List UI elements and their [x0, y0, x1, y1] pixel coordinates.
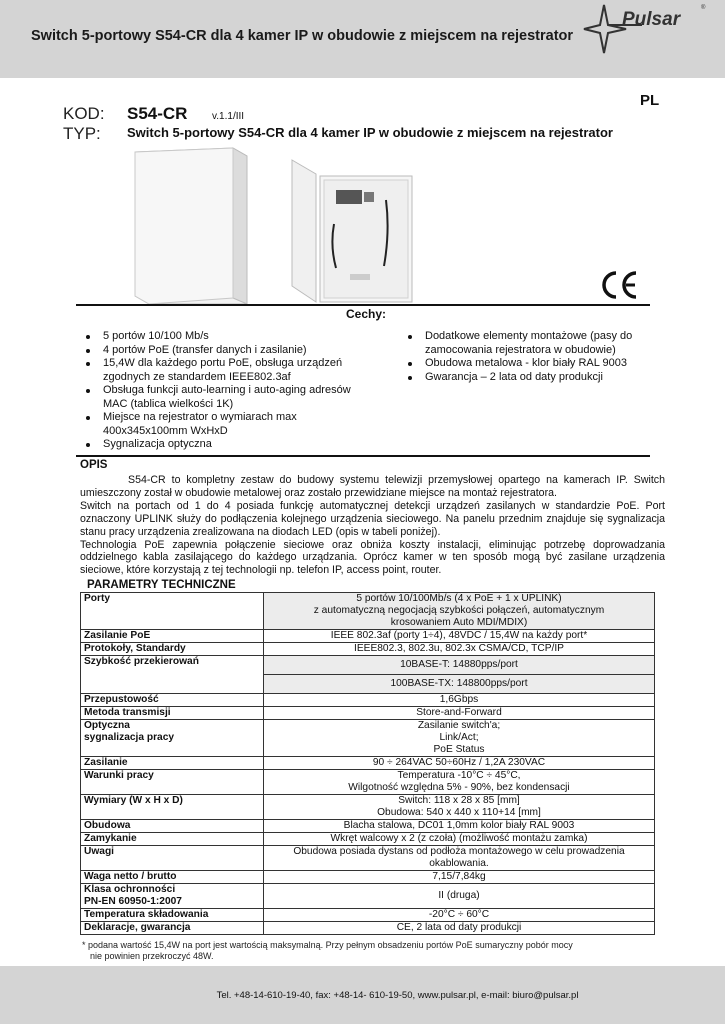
param-value: CE, 2 lata od daty produkcji	[264, 922, 655, 935]
enclosure-closed-image	[133, 146, 249, 306]
param-value	[264, 770, 655, 795]
param-key: Obudowa	[81, 820, 264, 833]
table-row	[81, 909, 655, 922]
feature-item: Miejsce na rejestrator o wymiarach max 400x345x100mm WxHxD	[83, 411, 373, 438]
param-key-line: Optyczna	[84, 720, 130, 731]
param-value-line: z automatyczną negocjacją szybkości połączeń, automatycznym	[313, 605, 605, 616]
param-value-line: Temperatura -10°C ÷ 45°C,	[397, 770, 521, 781]
header-band	[0, 0, 725, 78]
table-row	[81, 643, 655, 656]
param-key: Temperatura składowania	[81, 909, 264, 922]
param-value: Blacha stalowa, DC01 1,0mm kolor biały RAL 9003	[264, 820, 655, 833]
footer-contact: Tel. +48-14-610-19-40, fax: +48-14- 610-19-50, www.pulsar.pl, e-mail: biuro@pulsar.pl	[216, 990, 579, 1001]
typ-value: Switch 5-portowy S54-CR dla 4 kamer IP w obudowie z miejscem na rejestrator	[127, 125, 613, 140]
param-value: 1,6Gbps	[264, 694, 655, 707]
param-value-line: Obudowa posiada dystans od podłoża montażowego w celu prowadzenia	[293, 846, 625, 857]
param-key-line: PN-EN 60950-1:2007	[84, 896, 182, 907]
param-key-line: Klasa ochronności	[84, 884, 176, 895]
param-value: IEEE 802.3af (porty 1÷4), 48VDC / 15,4W na każdy port*	[264, 630, 655, 643]
param-key: Zasilanie PoE	[81, 630, 264, 643]
footnote-line: * podana wartość 15,4W na port jest wartością maksymalną. Przy pełnym obsadzeniu portów PoE sumaryczny pobór mocy	[82, 940, 573, 950]
param-key-line: sygnalizacja pracy	[84, 732, 175, 743]
table-row	[81, 757, 655, 770]
param-key: Zasilanie	[81, 757, 264, 770]
table-row	[81, 820, 655, 833]
features-title: Cechy:	[346, 307, 387, 321]
divider-middle	[76, 455, 650, 457]
param-key: Porty	[81, 593, 264, 630]
param-value: II (druga)	[264, 884, 655, 909]
param-value: IEEE802.3, 802.3u, 802.3x CSMA/CD, TCP/IP	[264, 643, 655, 656]
param-key: Warunki pracy	[81, 770, 264, 795]
ce-mark-icon	[600, 270, 640, 300]
feature-item: Gwarancja – 2 lata od daty produkcji	[405, 371, 655, 385]
param-value	[264, 846, 655, 871]
feature-item: Obudowa metalowa - klor biały RAL 9003	[405, 357, 655, 371]
table-row	[81, 871, 655, 884]
version: v.1.1/III	[212, 111, 245, 122]
kod-label: KOD:	[63, 104, 105, 123]
table-row	[81, 833, 655, 846]
registered-mark: ®	[701, 5, 706, 11]
table-row	[81, 593, 655, 630]
features-left-list	[83, 330, 373, 452]
pulsar-logo	[582, 3, 712, 55]
param-value-line: Obudowa: 540 x 440 x 110+14 [mm]	[377, 807, 541, 818]
param-key: Protokoły, Standardy	[81, 643, 264, 656]
feature-item: Sygnalizacja optyczna	[83, 438, 373, 452]
kod-value: S54-CR	[127, 104, 188, 123]
feature-item: 4 portów PoE (transfer danych i zasilanie)	[83, 344, 373, 358]
table-row	[81, 846, 655, 871]
param-value-line: Zasilanie switch'a;	[417, 720, 501, 731]
table-row	[81, 720, 655, 757]
footer-band	[0, 966, 725, 1024]
param-value: 10BASE-T: 14880pps/port	[264, 656, 655, 675]
table-row	[81, 922, 655, 935]
params-table	[80, 592, 655, 935]
param-key: Przepustowość	[81, 694, 264, 707]
param-key: Wymiary (W x H x D)	[81, 795, 264, 820]
table-row	[81, 707, 655, 720]
table-row	[81, 630, 655, 643]
enclosure-open-image	[290, 156, 416, 304]
param-value-line: Link/Act;	[439, 732, 479, 743]
params-title: PARAMETRY TECHNICZNE	[87, 579, 236, 591]
param-value: 7,15/7,84kg	[264, 871, 655, 884]
param-value-line: 5 portów 10/100Mb/s (4 x PoE + 1 x UPLINK)	[356, 593, 562, 604]
param-key	[81, 884, 264, 909]
logo-text: Pulsar	[622, 9, 681, 30]
param-value-line: PoE Status	[433, 744, 485, 755]
param-value-line: Switch: 118 x 28 x 85 [mm]	[398, 795, 520, 806]
param-value: Store-and-Forward	[264, 707, 655, 720]
param-key: Zamykanie	[81, 833, 264, 846]
param-value-line: Wilgotność względna 5% - 90%, bez kondensacji	[348, 782, 570, 793]
opis-title: OPIS	[80, 459, 108, 471]
footnote	[82, 940, 662, 962]
divider-top	[76, 304, 650, 306]
param-value: -20°C ÷ 60°C	[264, 909, 655, 922]
param-value: 100BASE-TX: 148800pps/port	[264, 675, 655, 694]
opis-body	[80, 474, 665, 577]
param-key: Waga netto / brutto	[81, 871, 264, 884]
param-key: Uwagi	[81, 846, 264, 871]
param-key: Deklaracje, gwarancja	[81, 922, 264, 935]
param-key: Metoda transmisji	[81, 707, 264, 720]
param-value	[264, 795, 655, 820]
table-row	[81, 884, 655, 909]
param-value	[264, 593, 655, 630]
header-title: Switch 5-portowy S54-CR dla 4 kamer IP w obudowie z miejscem na rejestrator	[31, 28, 574, 44]
feature-item: Obsługa funkcji auto-learning i auto-aging adresów MAC (tablica wielkości 1K)	[83, 384, 373, 411]
table-row	[81, 795, 655, 820]
param-value: 90 ÷ 264VAC 50÷60Hz / 1,2A 230VAC	[264, 757, 655, 770]
language-code: PL	[640, 92, 660, 109]
features-right-list	[405, 330, 655, 384]
table-row	[81, 770, 655, 795]
table-row	[81, 694, 655, 707]
feature-item: 15,4W dla każdego portu PoE, obsługa urządzeń zgodnych ze standardem IEEE802.3af	[83, 357, 373, 384]
feature-item: 5 portów 10/100 Mb/s	[83, 330, 373, 344]
table-row	[81, 656, 655, 675]
param-value-line: okablowania.	[429, 858, 489, 869]
param-key: Szybkość przekierowań	[81, 656, 264, 694]
opis-paragraph: Switch na portach od 1 do 4 posiada funkcję automatycznej detekcji urządzeń zasilanych w standardzie PoE. Port oznaczony UPLINK służy do podłączenia kolejnego urządzenia sieciowego. Na panelu przednim znajduje się sygnalizacja stanu pracy urządzenia zrealizowana na diodach LED (opis w tabeli poniżej).	[80, 499, 665, 538]
opis-paragraph: Technologia PoE zapewnia połączenie sieciowe oraz obniża koszty instalacji, eliminując potrzebę doprowadzania oddzielnego kabla zasilającego do każdego urządzania. Oprócz kamer w ten sposób mogą być zasilane urządzenia sieciowe, które korzystają z tej technologii np. telefon IP, access point, router.	[80, 538, 665, 577]
feature-item: Dodatkowe elementy montażowe (pasy do zamocowania rejestratora w obudowie)	[405, 330, 655, 357]
typ-label: TYP:	[63, 124, 101, 143]
footnote-line: nie powinien przekroczyć 48W.	[90, 951, 214, 961]
param-value-line: krosowaniem Auto MDI/MDIX)	[390, 617, 528, 628]
param-value: Wkręt walcowy x 2 (z czoła) (możliwość montażu zamka)	[264, 833, 655, 846]
param-value	[264, 720, 655, 757]
opis-paragraph: S54-CR to kompletny zestaw do budowy systemu telewizji przemysłowej opartego na kamerach IP. Switch umieszczony został w obudowie metalowej oraz zostało przewidziane miejsce na montaż rejestratora.	[80, 474, 665, 499]
param-key	[81, 720, 264, 757]
